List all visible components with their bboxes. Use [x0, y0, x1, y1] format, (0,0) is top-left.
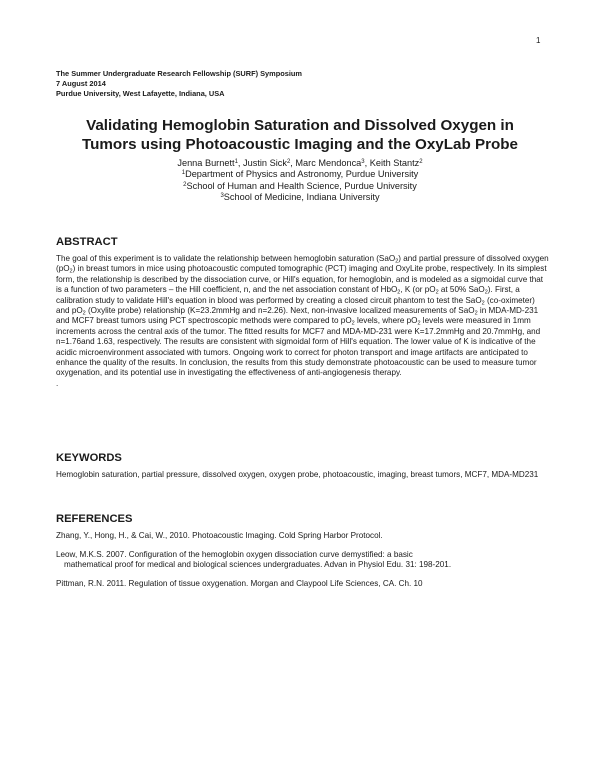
author-sup: 2 — [419, 159, 423, 165]
abstract-body: The goal of this experiment is to validate the relationship between hemoglobin saturation (SaO$_2$) and partial pressure of dissolved oxygen $(pO_2)$ in breast tumors in mice using photoacoustic computed tomographic (PCT) imaging and OxyLite probe, respectively. In its simplest form, the relationship is described by the dissociation curve, or Hill's equation, for hemoglobin, and is modeled as a sigmoidal curve that is a function of two parameters – the Hill coefficient, n, and the net association constant of HbO$_2$, K (or $pO_2$ at 50% SaO$_2$). First, a calibration study to validate Hill's equation in blood was performed by creating a closed circuit phantom to test the SaO$_2$ (co-oximeter) and $pO_2$ (Oxylite probe) relationship (K=23.2mmHg and n=2.26). Next, non-invasive localized measurements of SaO$_2$ in MDA-MD-231 and MCF7 breast tumors using PCT spectroscopic methods were compared to $pO_2$ levels, where $pO_2$ levels were measured in 1mm increments across the central axis of the tumor. The fitted results for MCF7 and MDA-MD-231 were K=17.2mmHg and 20.7mmHg, and n=1.76and 1.63, respectively. The results are consistent with sigmoidal form of Hill's equation. The lower value of K is indicative of the acidic microenvironment associated with tumors. Ongoing work to correct for photon transport and image artifacts are anticipated to enhance the quality of the results. In conclusion, the results from this study demonstrate photoacoustic can be used to measure tumor oxygenation, and its potential use in investigating the effectiveness of anti-angiogenesis therapy. — [56, 254, 549, 378]
affiliation — [40, 192, 560, 203]
reference-line: Pittman, R.N. 2011. Regulation of tissue oxygenation. Morgan and Claypool Life Sciences, CA. Ch. 10 — [56, 579, 423, 588]
reference-line: Zhang, Y., Hong, H., & Cai, W., 2010. Photoacoustic Imaging. Cold Spring Harbor Protocol. — [56, 531, 383, 540]
conference-name: The Summer Undergraduate Research Fellowship (SURF) Symposium — [56, 69, 302, 78]
affiliation-sup: 3 — [220, 193, 224, 200]
affiliation-sup: 1 — [181, 170, 186, 177]
author: Marc Mendonca — [295, 158, 362, 168]
affiliation-sup: 2 — [183, 181, 187, 188]
abstract-trailing-mark: . — [56, 378, 59, 388]
affiliation — [40, 169, 560, 180]
author-sup: 3 — [361, 159, 365, 165]
reference-item — [56, 579, 550, 589]
author-block — [40, 158, 560, 204]
reference-line-continued: mathematical proof for medical and biological sciences undergraduates. Advan in Physiol Edu. 31: 198-201. — [64, 560, 452, 570]
affiliation-text: School of Human and Health Science, Purdue University — [186, 180, 417, 191]
author: Jenna Burnett — [177, 158, 235, 168]
affiliation-text: School of Medicine, Indiana University — [223, 192, 380, 203]
abstract-section — [56, 254, 550, 389]
affiliation-text: Department of Physics and Astronomy, Purdue University — [185, 169, 419, 180]
author: Justin Sick — [243, 158, 287, 168]
conference-location: Purdue University, West Lafayette, Indiana, USA — [56, 89, 225, 98]
author-sup: 1 — [234, 159, 238, 165]
title-line-1: Validating Hemoglobin Saturation and Dissolved Oxygen in — [86, 117, 514, 134]
author-sup: 2 — [286, 159, 291, 165]
conference-info — [56, 69, 302, 99]
reference-line: Leow, M.K.S. 2007. Configuration of the hemoglobin oxygen dissociation curve demystified: a basic — [56, 550, 413, 559]
conference-date: 7 August 2014 — [56, 79, 106, 88]
keywords-text: Hemoglobin saturation, partial pressure, dissolved oxygen, oxygen probe, photoacoustic, imaging, breast tumors, MCF7, MDA-MD231 — [56, 470, 539, 479]
author-names: Jenna Burnett$^1$, Justin Sick$^2$, Marc Mendonca$^3$, Keith Stantz$^2$ — [177, 158, 423, 168]
author: Keith Stantz — [369, 158, 420, 168]
references-heading: REFERENCES — [56, 513, 133, 525]
reference-item — [56, 550, 550, 571]
page-number: 1 — [536, 36, 541, 45]
affiliation — [40, 181, 560, 192]
keywords-heading: KEYWORDS — [56, 452, 122, 464]
abstract-heading: ABSTRACT — [56, 236, 118, 248]
reference-item — [56, 531, 550, 541]
title-line-2: Tumors using Photoacoustic Imaging and the OxyLab Probe — [82, 136, 518, 153]
paper-title — [40, 116, 560, 154]
